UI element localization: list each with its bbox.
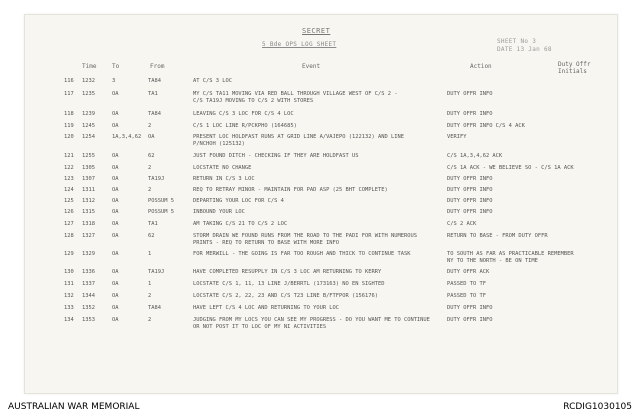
log-row (0, 153, 640, 165)
to-cell: OA (112, 123, 119, 129)
serial-number: 134 (64, 317, 74, 323)
event-cell: AM TAKING C/S 21 TO C/S 2 LOC (193, 221, 288, 227)
archive-reference: RCDIG1030105 (563, 402, 632, 412)
log-row (0, 91, 640, 103)
from-cell: 2 (148, 123, 152, 129)
time-cell: 1352 (82, 305, 95, 311)
from-cell: POSSUM 5 (148, 209, 174, 215)
event-cell: DEPARTING YOUR LOC FOR C/S 4 (193, 198, 284, 204)
to-cell: OA (112, 317, 119, 323)
to-cell: OA (112, 305, 119, 311)
serial-number: 129 (64, 251, 74, 257)
action-cell: C/S 1A,3,4,62 ACK (447, 153, 503, 159)
serial-number: 117 (64, 91, 74, 97)
log-row (0, 209, 640, 221)
event-cell: HAVE COMPLETED RESUPPLY IN C/S 3 LOC AM RETURNING TO KERRY (193, 269, 382, 275)
serial-number: 124 (64, 187, 74, 193)
from-cell: 1 (148, 251, 152, 257)
to-cell: 3 (112, 78, 116, 84)
from-cell: TA84 (148, 78, 161, 84)
action-cell: DUTY OFFR INFO (447, 176, 493, 182)
to-cell: OA (112, 187, 119, 193)
action-cell: PASSED TO TF (447, 281, 486, 287)
time-cell: 1232 (82, 78, 95, 84)
log-row (0, 281, 640, 293)
event-cell: MY C/S TA11 MOVING VIA RED BALL THROUGH VILLAGE WEST OF C/S 2 - C/S TA19J MOVING TO C/S 2 WITH STORES (193, 91, 398, 104)
action-cell: RETURN TO BASE - FROM DUTY OFFR (447, 233, 548, 239)
action-cell: DUTY OFFR INFO (447, 209, 493, 215)
log-row (0, 293, 640, 305)
serial-number: 122 (64, 165, 74, 171)
serial-number: 116 (64, 78, 74, 84)
time-cell: 1245 (82, 123, 95, 129)
event-cell: JUDGING FROM MY LOCS YOU CAN SEE MY PROGRESS - DO YOU WANT ME TO CONTINUE OR NOT POST IT TO LOC OF MY NI ACTIVITIES (193, 317, 430, 330)
log-row (0, 317, 640, 329)
to-cell: OA (112, 269, 119, 275)
to-cell: OA (112, 209, 119, 215)
event-cell: STORM DRAIN WE FOUND RUNS FROM THE ROAD TO THE PADI FOR WITH NUMEROUS PRINTS - REQ TO RETURN TO BASE WITH MORE INFO (193, 233, 417, 246)
event-cell: RETURN IN C/S 3 LOC (193, 176, 255, 182)
time-cell: 1239 (82, 111, 95, 117)
event-cell: JUST FOUND DITCH - CHECKING IF THEY ARE HOLDFAST US (193, 153, 359, 159)
from-cell: 1 (148, 281, 152, 287)
action-cell: DUTY OFFR INFO (447, 317, 493, 323)
serial-number: 130 (64, 269, 74, 275)
action-cell: DUTY OFFR INFO (447, 91, 493, 97)
header-initials: Initials (558, 68, 587, 75)
from-cell: TA84 (148, 305, 161, 311)
event-cell: REQ TO RETRAY MINOR - MAINTAIN FOR PAD ASP (25 BHT COMPLETE) (193, 187, 388, 193)
serial-number: 118 (64, 111, 74, 117)
time-cell: 1344 (82, 293, 95, 299)
serial-number: 119 (64, 123, 74, 129)
to-cell: OA (112, 221, 119, 227)
time-cell: 1315 (82, 209, 95, 215)
log-row (0, 251, 640, 263)
from-cell: 62 (148, 233, 155, 239)
serial-number: 120 (64, 134, 74, 140)
from-cell: TA84 (148, 111, 161, 117)
event-cell: PRESENT LOC HOLDFAST RUNS AT GRID LINE A/VAJEPO (122132) AND LINE P/NCHOH (125132) (193, 134, 404, 147)
serial-number: 127 (64, 221, 74, 227)
event-cell: C/S 1 LOC LINE R/PCKPHO (164685) (193, 123, 297, 129)
time-cell: 1329 (82, 251, 95, 257)
event-cell: HAVE LEFT C/S 4 LOC AND RETURNING TO YOUR LOC (193, 305, 340, 311)
time-cell: 1255 (82, 153, 95, 159)
from-cell: TA1 (148, 91, 158, 97)
action-cell: DUTY OFFR INFO C/S 4 ACK (447, 123, 525, 129)
action-cell: DUTY OFFR INFO (447, 305, 493, 311)
serial-number: 131 (64, 281, 74, 287)
sheet-date: DATE 13 Jan 68 (497, 46, 552, 53)
to-cell: 1A,3,4,62 (112, 134, 142, 140)
log-row (0, 111, 640, 123)
log-row (0, 134, 640, 146)
to-cell: OA (112, 111, 119, 117)
from-cell: TA19J (148, 269, 165, 275)
time-cell: 1353 (82, 317, 95, 323)
event-cell: LOCSTATE C/S 2, 22, 23 AND C/S T23 LINE B/FTFPOR (156176) (193, 293, 378, 299)
to-cell: OA (112, 233, 119, 239)
from-cell: TA19J (148, 176, 165, 182)
action-cell: PASSED TO TF (447, 293, 486, 299)
to-cell: OA (112, 293, 119, 299)
to-cell: OA (112, 281, 119, 287)
to-cell: OA (112, 176, 119, 182)
event-cell: INBOUND YOUR LOC (193, 209, 245, 215)
action-cell: DUTY OFFR INFO (447, 198, 493, 204)
serial-number: 132 (64, 293, 74, 299)
from-cell: 2 (148, 317, 152, 323)
event-cell: LOCSTATE C/S 1, 11, 13 LINE J/BERRTL (173163) NO EN SIGHTED (193, 281, 385, 287)
time-cell: 1336 (82, 269, 95, 275)
log-row (0, 233, 640, 245)
to-cell: OA (112, 251, 119, 257)
action-cell: DUTY OFFR INFO (447, 187, 493, 193)
action-cell: C/S 1A ACK - WE BELIEVE SO - C/S 1A ACK (447, 165, 574, 171)
action-cell: C/S 2 ACK (447, 221, 477, 227)
action-cell: DUTY OFFR INFO (447, 111, 493, 117)
event-cell: AT C/S 3 LOC (193, 78, 232, 84)
from-cell: TA1 (148, 221, 158, 227)
time-cell: 1305 (82, 165, 95, 171)
time-cell: 1327 (82, 233, 95, 239)
serial-number: 128 (64, 233, 74, 239)
action-cell: DUTY OFFR ACK (447, 269, 490, 275)
time-cell: 1312 (82, 198, 95, 204)
serial-number: 126 (64, 209, 74, 215)
document-title: SECRET (302, 27, 331, 35)
header-to: To (112, 63, 120, 70)
serial-number: 125 (64, 198, 74, 204)
log-row (0, 305, 640, 317)
from-cell: 2 (148, 165, 152, 171)
log-row (0, 78, 640, 90)
from-cell: 2 (148, 187, 152, 193)
from-cell: 2 (148, 293, 152, 299)
header-time: Time (82, 63, 97, 70)
header-duty-offr: Duty Offr (558, 61, 591, 68)
archive-footer (0, 399, 640, 417)
document-subtitle: 5 Bde OPS LOG SHEET (262, 41, 337, 48)
time-cell: 1337 (82, 281, 95, 287)
archive-name: AUSTRALIAN WAR MEMORIAL (8, 402, 140, 412)
time-cell: 1311 (82, 187, 95, 193)
time-cell: 1307 (82, 176, 95, 182)
time-cell: 1235 (82, 91, 95, 97)
time-cell: 1254 (82, 134, 95, 140)
from-cell: 62 (148, 153, 155, 159)
event-cell: FOR MERWILL - THE GOING IS FAR TOO ROUGH AND THICK TO CONTINUE TASK (193, 251, 411, 257)
serial-number: 133 (64, 305, 74, 311)
sheet-number: SHEET No 3 (497, 38, 537, 45)
serial-number: 123 (64, 176, 74, 182)
to-cell: OA (112, 91, 119, 97)
action-cell: TO SOUTH AS FAR AS PRACTICABLE REMEMBER NY TO THE NORTH - BE ON TIME (447, 251, 574, 264)
to-cell: OA (112, 165, 119, 171)
to-cell: OA (112, 153, 119, 159)
event-cell: LOCSTATE NO CHANGE (193, 165, 252, 171)
log-row (0, 221, 640, 233)
header-event: Event (302, 63, 321, 70)
from-cell: OA (148, 134, 155, 140)
log-row (0, 269, 640, 281)
action-cell: VERIFY (447, 134, 467, 140)
header-from: From (150, 63, 165, 70)
to-cell: OA (112, 198, 119, 204)
time-cell: 1318 (82, 221, 95, 227)
from-cell: POSSUM 5 (148, 198, 174, 204)
header-action: Action (470, 63, 492, 70)
serial-number: 121 (64, 153, 74, 159)
event-cell: LEAVING C/S 3 LOC FOR C/S 4 LOC (193, 111, 294, 117)
